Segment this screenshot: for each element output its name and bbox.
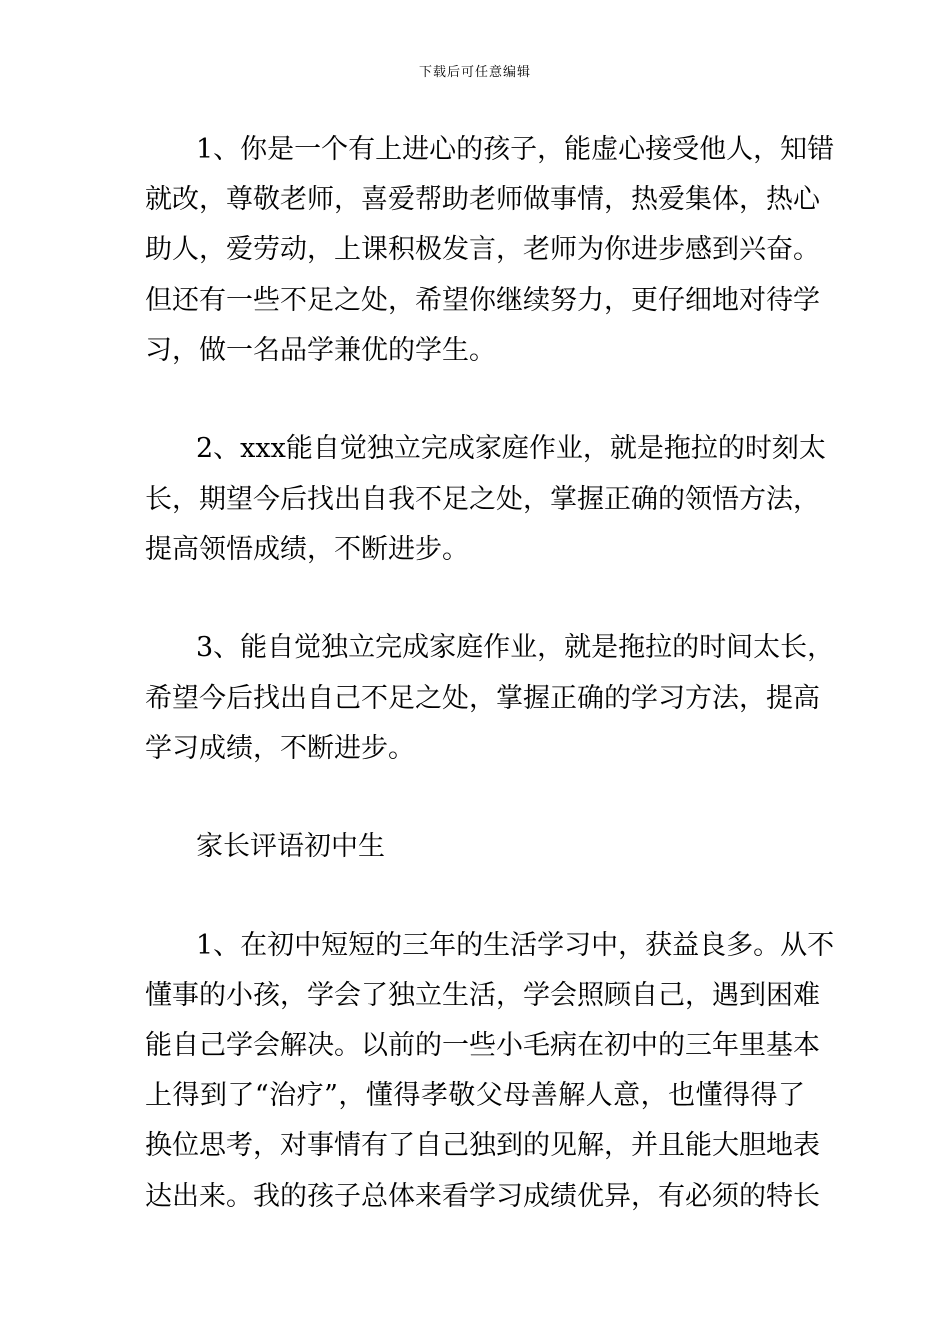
paragraph-4-line-1: 1、在初中短短的三年的生活学习中，获益良多。从不 <box>196 930 835 961</box>
paragraph-1-line-2: 就改，尊敬老师，喜爱帮助老师做事情，热爱集体，热心 <box>145 184 820 215</box>
paragraph-1-line-3: 助人，爱劳动，上课积极发言，老师为你进步感到兴奋。 <box>145 234 820 265</box>
section-heading: 家长评语初中生 <box>196 831 385 862</box>
paragraph-2-line-2: 长，期望今后找出自我不足之处，掌握正确的领悟方法， <box>145 484 820 515</box>
paragraph-1-line-5: 习，做一名品学兼优的学生。 <box>145 335 496 366</box>
paragraph-3-line-3: 学习成绩，不断进步。 <box>145 733 415 764</box>
paragraph-4-line-4: 上得到了“治疗”，懂得孝敬父母善解人意，也懂得得了 <box>145 1080 805 1111</box>
paragraph-2-line-1: 2、xxx能自觉独立完成家庭作业，就是拖拉的时刻太 <box>196 433 826 464</box>
paragraph-3-line-1: 3、能自觉独立完成家庭作业，就是拖拉的时间太长， <box>196 632 835 663</box>
paragraph-4-line-6: 达出来。我的孩子总体来看学习成绩优异，有必须的特长 <box>145 1181 820 1212</box>
paragraph-3-line-2: 希望今后找出自己不足之处，掌握正确的学习方法，提高 <box>145 683 820 714</box>
paragraph-4-line-5: 换位思考，对事情有了自己独到的见解，并且能大胆地表 <box>145 1130 820 1161</box>
page-header: 下载后可任意编辑 <box>418 65 531 80</box>
paragraph-1-line-1: 1、你是一个有上进心的孩子，能虚心接受他人，知错 <box>196 134 835 165</box>
paragraph-1-line-4: 但还有一些不足之处，希望你继续努力，更仔细地对待学 <box>145 285 820 316</box>
paragraph-4-line-3: 能自己学会解决。以前的一些小毛病在初中的三年里基本 <box>145 1030 820 1061</box>
paragraph-2-line-3: 提高领悟成绩，不断进步。 <box>145 534 469 565</box>
paragraph-4-line-2: 懂事的小孩，学会了独立生活，学会照顾自己，遇到困难 <box>145 980 820 1011</box>
